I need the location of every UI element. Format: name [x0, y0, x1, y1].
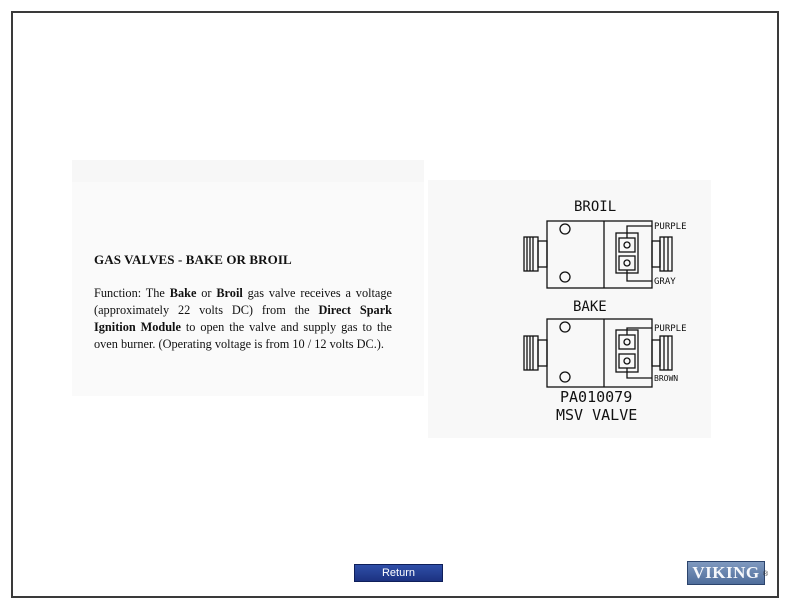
viking-logo: VIKING: [687, 561, 765, 585]
registered-mark-icon: ®: [763, 571, 769, 578]
broil-valve: [524, 221, 672, 288]
part-number: PA010079: [560, 388, 633, 406]
broil-wire-gray: GRAY: [654, 277, 676, 287]
text-panel: [72, 160, 424, 396]
valve-diagram-panel: [428, 180, 711, 438]
return-button[interactable]: Return: [354, 564, 443, 582]
broil-label: BROIL: [574, 199, 617, 215]
part-name: MSV VALVE: [556, 406, 638, 424]
description-text-2: or: [196, 286, 217, 300]
description-text-4: to open the valve and supply gas to the oven burner. (Operating voltage is from 10 / 12 volts DC.).: [94, 320, 392, 351]
description-text-3: gas valve receives a voltage (approximately 22 volts DC) from the: [94, 286, 392, 317]
description-text-1: Function: The: [94, 286, 170, 300]
description-broil: Broil: [216, 286, 243, 300]
function-description: [94, 285, 392, 353]
description-bake: Bake: [169, 286, 197, 300]
bake-wire-brown: BROWN: [654, 374, 679, 383]
section-title: GAS VALVES - BAKE OR BROIL: [94, 252, 292, 267]
broil-wire-purple: PURPLE: [654, 222, 687, 232]
bake-label: BAKE: [573, 299, 607, 315]
description-module: Direct Spark Ignition Module: [94, 303, 392, 334]
valve-diagram: [428, 180, 711, 438]
bake-wire-purple: PURPLE: [654, 324, 687, 334]
bake-valve: [524, 319, 672, 387]
